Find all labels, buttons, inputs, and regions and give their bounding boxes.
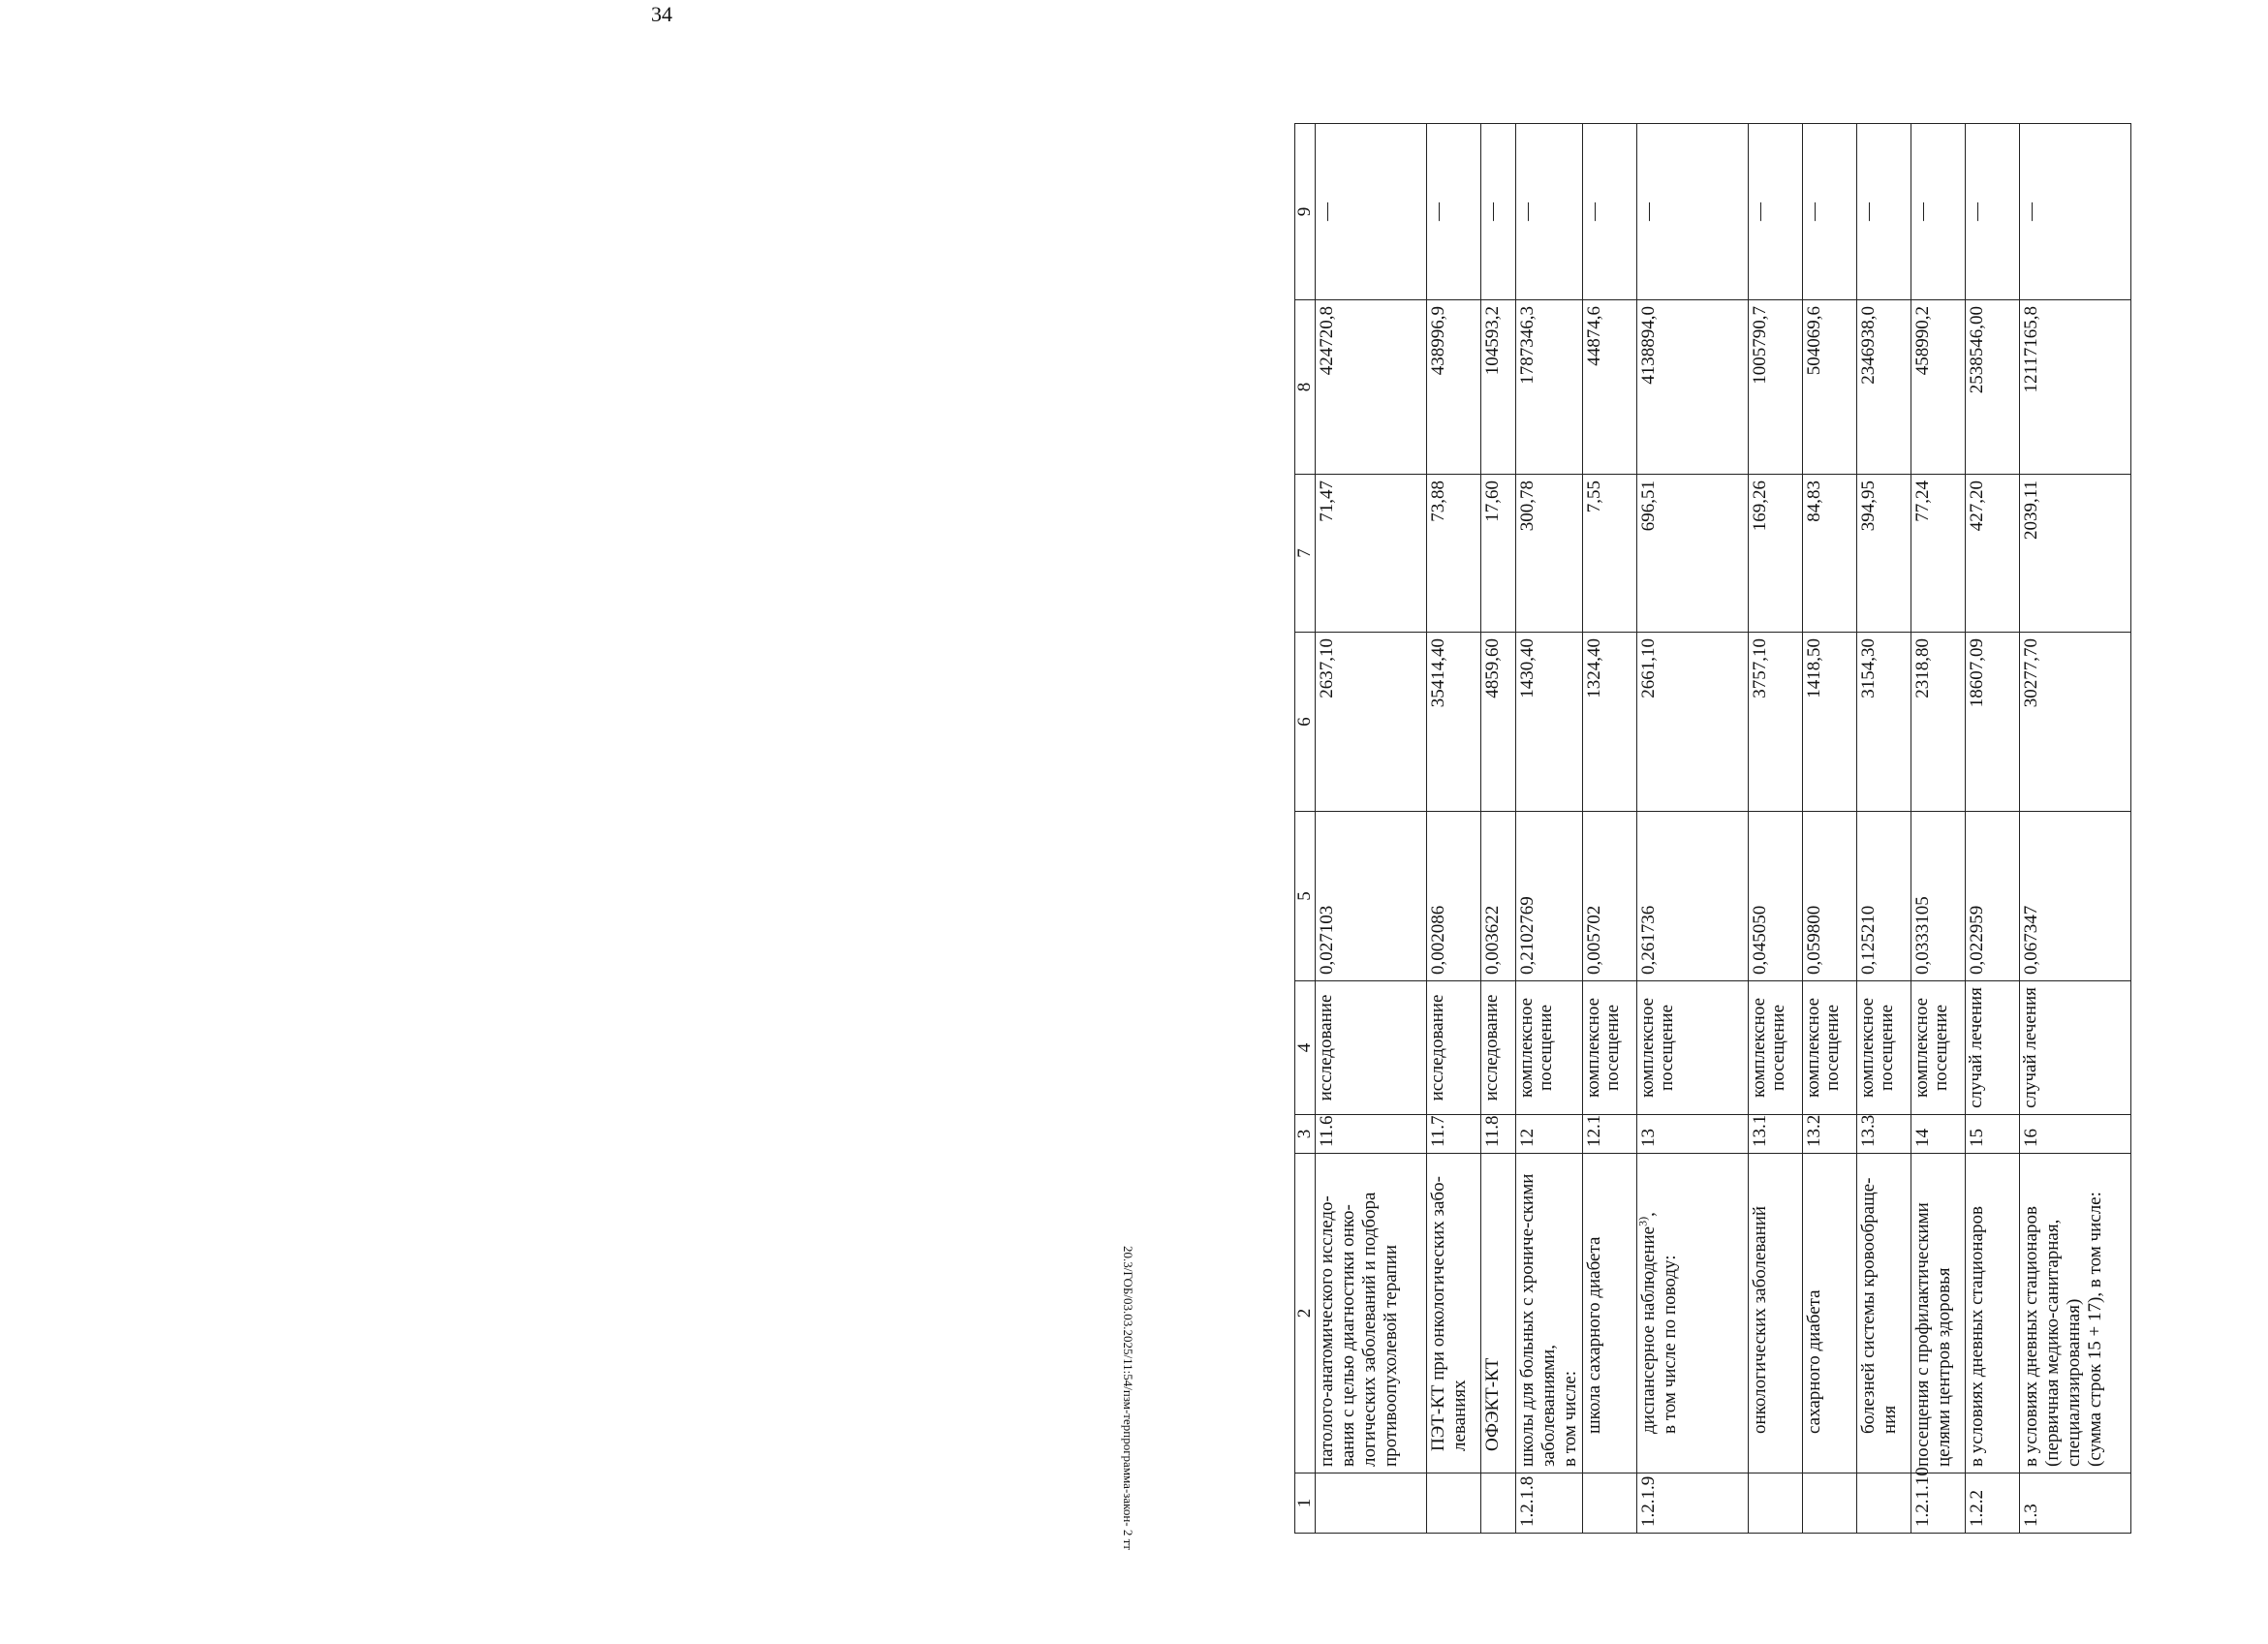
document-stamp: 20.3/ГОБ/03.03.2025/11:54/пзм-терпрограмма-закон- 2 тт xyxy=(1121,1245,1135,1550)
line-number-cell: 11.7 xyxy=(1427,1115,1481,1154)
line-number-cell: 12 xyxy=(1516,1115,1583,1154)
item-name-cell: ОФЭКТ-КТ xyxy=(1481,1154,1516,1473)
table-row xyxy=(1427,124,1481,1534)
item-name-tail: , xyxy=(1638,1212,1659,1217)
per-capita-cell: 169,26 xyxy=(1749,475,1803,633)
item-name-main: диспансерное наблюдение xyxy=(1638,1225,1659,1434)
section-number-cell xyxy=(1427,1473,1481,1534)
norm-cell: 0,067347 xyxy=(2020,812,2131,981)
line-number-cell: 13.3 xyxy=(1857,1115,1911,1154)
column-number: 3 xyxy=(1295,1115,1316,1154)
table-row xyxy=(1911,124,1966,1534)
total-cell: 504069,6 xyxy=(1803,300,1857,475)
item-name-cell xyxy=(1516,1154,1583,1473)
unit-cell: исследование xyxy=(1427,981,1481,1115)
col9-cell: — xyxy=(1316,124,1427,300)
unit-cell: комплексное посещение xyxy=(1911,981,1966,1115)
per-capita-cell: 77,24 xyxy=(1911,475,1966,633)
column-number: 9 xyxy=(1295,124,1316,300)
cost-cell: 2318,80 xyxy=(1911,633,1966,812)
line-number-cell: 13.2 xyxy=(1803,1115,1857,1154)
item-name-text: школы для больных с хрониче-скими заболеваниями, xyxy=(1517,1173,1559,1467)
table-row xyxy=(1749,124,1803,1534)
per-capita-cell: 17,60 xyxy=(1481,475,1516,633)
total-cell: 424720,8 xyxy=(1316,300,1427,475)
column-number: 2 xyxy=(1295,1154,1316,1473)
per-capita-cell: 73,88 xyxy=(1427,475,1481,633)
unit-cell: комплексное посещение xyxy=(1857,981,1911,1115)
table-row xyxy=(1316,124,1427,1534)
col9-cell: — xyxy=(1427,124,1481,300)
col9-cell: — xyxy=(1857,124,1911,300)
unit-cell: комплексное посещение xyxy=(1637,981,1749,1115)
cost-cell: 2661,10 xyxy=(1637,633,1749,812)
per-capita-cell: 84,83 xyxy=(1803,475,1857,633)
item-name-cell xyxy=(2020,1154,2131,1473)
item-name-cell: в условиях дневных стационаров xyxy=(1966,1154,2020,1473)
col9-cell: — xyxy=(2020,124,2131,300)
col9-cell: — xyxy=(1516,124,1583,300)
col9-cell: — xyxy=(1749,124,1803,300)
section-number-cell xyxy=(1749,1473,1803,1534)
norm-cell: 0,059800 xyxy=(1803,812,1857,981)
unit-cell: исследование xyxy=(1481,981,1516,1115)
per-capita-cell: 394,95 xyxy=(1857,475,1911,633)
table-row xyxy=(1481,124,1516,1534)
column-number: 4 xyxy=(1295,981,1316,1115)
footnote-marker: 3) xyxy=(1635,1216,1650,1226)
total-cell: 2538546,00 xyxy=(1966,300,2020,475)
page-number: 34 xyxy=(651,2,672,26)
col9-cell: — xyxy=(1911,124,1966,300)
line-number-cell: 14 xyxy=(1911,1115,1966,1154)
col9-cell: — xyxy=(1637,124,1749,300)
column-number: 7 xyxy=(1295,475,1316,633)
norm-cell: 0,002086 xyxy=(1427,812,1481,981)
item-name-cell xyxy=(1637,1154,1749,1473)
table-row xyxy=(1583,124,1637,1534)
total-cell: 1787346,3 xyxy=(1516,300,1583,475)
per-capita-cell: 427,20 xyxy=(1966,475,2020,633)
line-number-cell: 16 xyxy=(2020,1115,2131,1154)
item-name-cell: болезней системы кровообраще-ния xyxy=(1857,1154,1911,1473)
section-number-cell xyxy=(1316,1473,1427,1534)
unit-cell: случай лечения xyxy=(2020,981,2131,1115)
total-cell: 2346938,0 xyxy=(1857,300,1911,475)
item-name-subtext: в том числе: xyxy=(1560,1370,1580,1467)
line-number-cell: 13.1 xyxy=(1749,1115,1803,1154)
total-cell: 438996,9 xyxy=(1427,300,1481,475)
rotated-table-stage xyxy=(1105,0,2268,1644)
section-number-cell xyxy=(1857,1473,1911,1534)
item-name-subtext: (сумма строк 15 + 17), в том числе: xyxy=(2085,1192,2105,1467)
line-number-cell: 13 xyxy=(1637,1115,1749,1154)
line-number-cell: 11.8 xyxy=(1481,1115,1516,1154)
cost-table xyxy=(1294,123,2131,1534)
table-row xyxy=(1803,124,1857,1534)
cost-cell: 1430,40 xyxy=(1516,633,1583,812)
cost-cell: 35414,40 xyxy=(1427,633,1481,812)
total-cell: 4138894,0 xyxy=(1637,300,1749,475)
item-name-text: в условиях дневных стационаров (первичная медико-санитарная, специализированная) xyxy=(2021,1206,2084,1467)
norm-cell: 0,003622 xyxy=(1481,812,1516,981)
per-capita-cell: 2039,11 xyxy=(2020,475,2131,633)
norm-cell: 0,027103 xyxy=(1316,812,1427,981)
norm-cell: 0,0333105 xyxy=(1911,812,1966,981)
per-capita-cell: 7,55 xyxy=(1583,475,1637,633)
per-capita-cell: 696,51 xyxy=(1637,475,1749,633)
item-name-cell: сахарного диабета xyxy=(1803,1154,1857,1473)
column-number: 1 xyxy=(1295,1473,1316,1534)
norm-cell: 0,045050 xyxy=(1749,812,1803,981)
unit-cell: случай лечения xyxy=(1966,981,2020,1115)
cost-cell: 30277,70 xyxy=(2020,633,2131,812)
unit-cell: исследование xyxy=(1316,981,1427,1115)
section-number-cell: 1.3 xyxy=(2020,1473,2131,1534)
total-cell: 12117165,8 xyxy=(2020,300,2131,475)
column-number: 6 xyxy=(1295,633,1316,812)
cost-cell: 3757,10 xyxy=(1749,633,1803,812)
cost-cell: 3154,30 xyxy=(1857,633,1911,812)
table-row xyxy=(1516,124,1583,1534)
col9-cell: — xyxy=(1966,124,2020,300)
col9-cell: — xyxy=(1803,124,1857,300)
column-number: 5 xyxy=(1295,812,1316,981)
item-name-text xyxy=(1635,1160,1660,1434)
section-number-cell xyxy=(1481,1473,1516,1534)
line-number-cell: 11.6 xyxy=(1316,1115,1427,1154)
norm-cell: 0,2102769 xyxy=(1516,812,1583,981)
total-cell: 1005790,7 xyxy=(1749,300,1803,475)
item-name-subtext: в том числе по поводу: xyxy=(1660,1255,1680,1434)
section-number-cell: 1.2.1.9 xyxy=(1637,1473,1749,1534)
column-number: 8 xyxy=(1295,300,1316,475)
section-number-cell xyxy=(1583,1473,1637,1534)
section-number-cell: 1.2.1.8 xyxy=(1516,1473,1583,1534)
unit-cell: комплексное посещение xyxy=(1749,981,1803,1115)
item-name-cell: патолого-анатомического исследо-вания с целью диагностики онко-логических заболеваний и подбора противоопухолевой терапии xyxy=(1316,1154,1427,1473)
item-name-cell: онкологических заболеваний xyxy=(1749,1154,1803,1473)
total-cell: 104593,2 xyxy=(1481,300,1516,475)
per-capita-cell: 300,78 xyxy=(1516,475,1583,633)
col9-cell: — xyxy=(1583,124,1637,300)
section-number-cell xyxy=(1803,1473,1857,1534)
line-number-cell: 15 xyxy=(1966,1115,2020,1154)
total-cell: 458990,2 xyxy=(1911,300,1966,475)
per-capita-cell: 71,47 xyxy=(1316,475,1427,633)
cost-cell: 1418,50 xyxy=(1803,633,1857,812)
norm-cell: 0,261736 xyxy=(1637,812,1749,981)
unit-cell: комплексное посещение xyxy=(1583,981,1637,1115)
table-row xyxy=(1637,124,1749,1534)
section-number-cell: 1.2.2 xyxy=(1966,1473,2020,1534)
line-number-cell: 12.1 xyxy=(1583,1115,1637,1154)
cost-cell: 1324,40 xyxy=(1583,633,1637,812)
col9-cell: — xyxy=(1481,124,1516,300)
item-name-cell: посещения с профилактическими целями центров здоровья xyxy=(1911,1154,1966,1473)
section-number-cell: 1.2.1.10 xyxy=(1911,1473,1966,1534)
table-row xyxy=(1857,124,1911,1534)
item-name-cell: школа сахарного диабета xyxy=(1583,1154,1637,1473)
cost-cell: 4859,60 xyxy=(1481,633,1516,812)
item-name-cell: ПЭТ-КТ при онкологических забо-леваниях xyxy=(1427,1154,1481,1473)
column-number-row xyxy=(1295,124,1316,1534)
cost-cell: 18607,09 xyxy=(1966,633,2020,812)
unit-cell: комплексное посещение xyxy=(1803,981,1857,1115)
table-row xyxy=(2020,124,2131,1534)
total-cell: 44874,6 xyxy=(1583,300,1637,475)
norm-cell: 0,022959 xyxy=(1966,812,2020,981)
table-row xyxy=(1966,124,2020,1534)
norm-cell: 0,125210 xyxy=(1857,812,1911,981)
norm-cell: 0,005702 xyxy=(1583,812,1637,981)
cost-cell: 2637,10 xyxy=(1316,633,1427,812)
unit-cell: комплексное посещение xyxy=(1516,981,1583,1115)
